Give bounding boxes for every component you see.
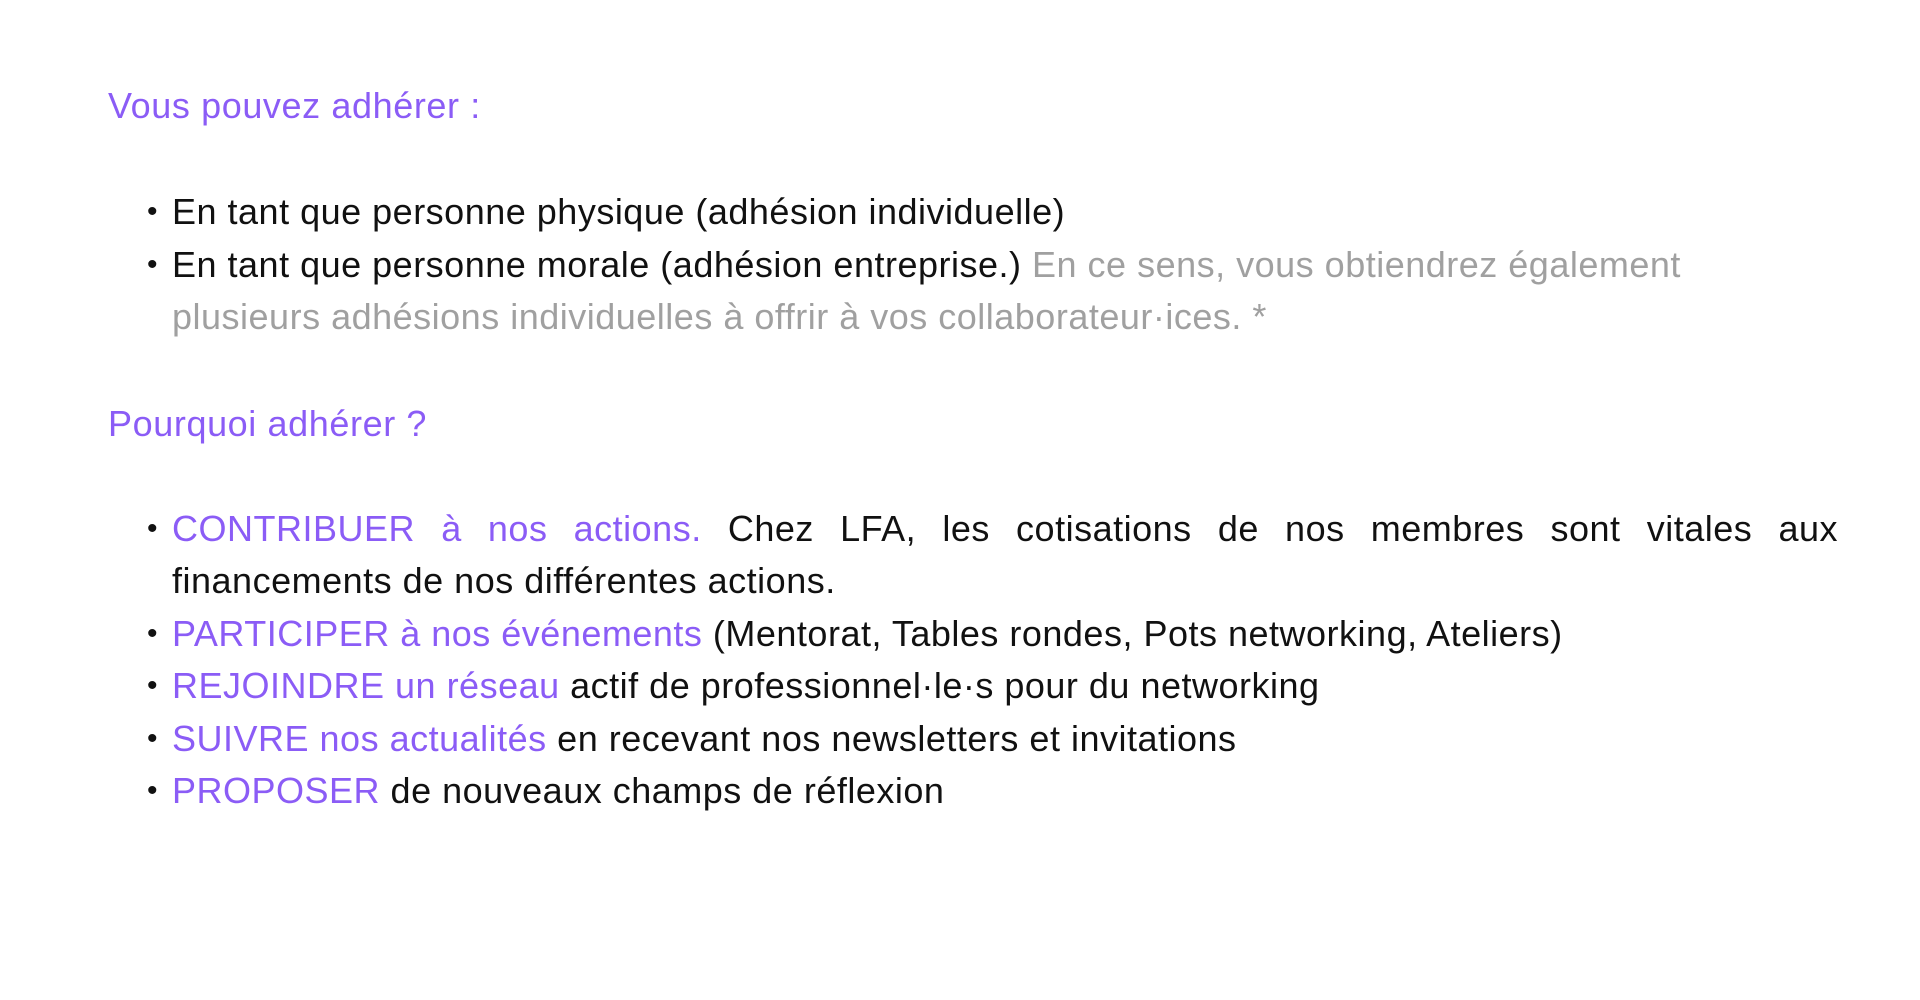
item-text: (Mentorat, Tables rondes, Pots networking, Ateliers)	[702, 612, 1563, 654]
heading-why-join: Pourquoi adhérer ?	[108, 402, 428, 444]
list-item-contribute	[108, 503, 1838, 608]
heading-how-to-join: Vous pouvez adhérer :	[108, 85, 481, 126]
item-text: actif de professionnel·le·s pour du networking	[559, 665, 1320, 706]
item-highlight: CONTRIBUER à nos actions.	[172, 507, 702, 549]
membership-content	[108, 72, 1838, 818]
bullet: •	[147, 669, 159, 702]
list-item-participate	[108, 608, 1838, 661]
list-item-individual	[108, 186, 1838, 239]
item-text: En tant que personne morale (adhésion entreprise.)	[172, 243, 1022, 285]
list-item-company	[108, 239, 1838, 344]
bullet: •	[147, 774, 159, 807]
item-highlight: SUIVRE nos actualités	[172, 717, 547, 759]
item-highlight: PROPOSER	[172, 770, 381, 811]
item-text: de nouveaux champs de réflexion	[380, 770, 945, 811]
item-text: en recevant nos newsletters et invitations	[546, 717, 1237, 759]
bullet: •	[147, 616, 159, 650]
item-highlight: PARTICIPER à nos événements	[172, 612, 703, 654]
bullet: •	[147, 511, 159, 545]
bullet: •	[147, 721, 159, 755]
bullet: •	[147, 247, 159, 281]
list-item-propose	[108, 765, 1838, 818]
bullet: •	[147, 195, 159, 228]
benefits-list	[108, 503, 1838, 818]
item-highlight: REJOINDRE un réseau	[172, 665, 560, 706]
list-item-join-network	[108, 660, 1838, 713]
list-item-follow-news	[108, 713, 1838, 766]
membership-types-list	[108, 186, 1838, 344]
item-note: En ce sens, vous obtiendrez également plusieurs adhésions individuelles à offrir à vos collaborateur·ices. *	[172, 243, 1681, 337]
item-text: Chez LFA, les cotisations de nos membres sont vitales aux financements de nos différentes actions.	[172, 507, 1838, 601]
item-text: En tant que personne physique (adhésion individuelle)	[172, 191, 1066, 232]
